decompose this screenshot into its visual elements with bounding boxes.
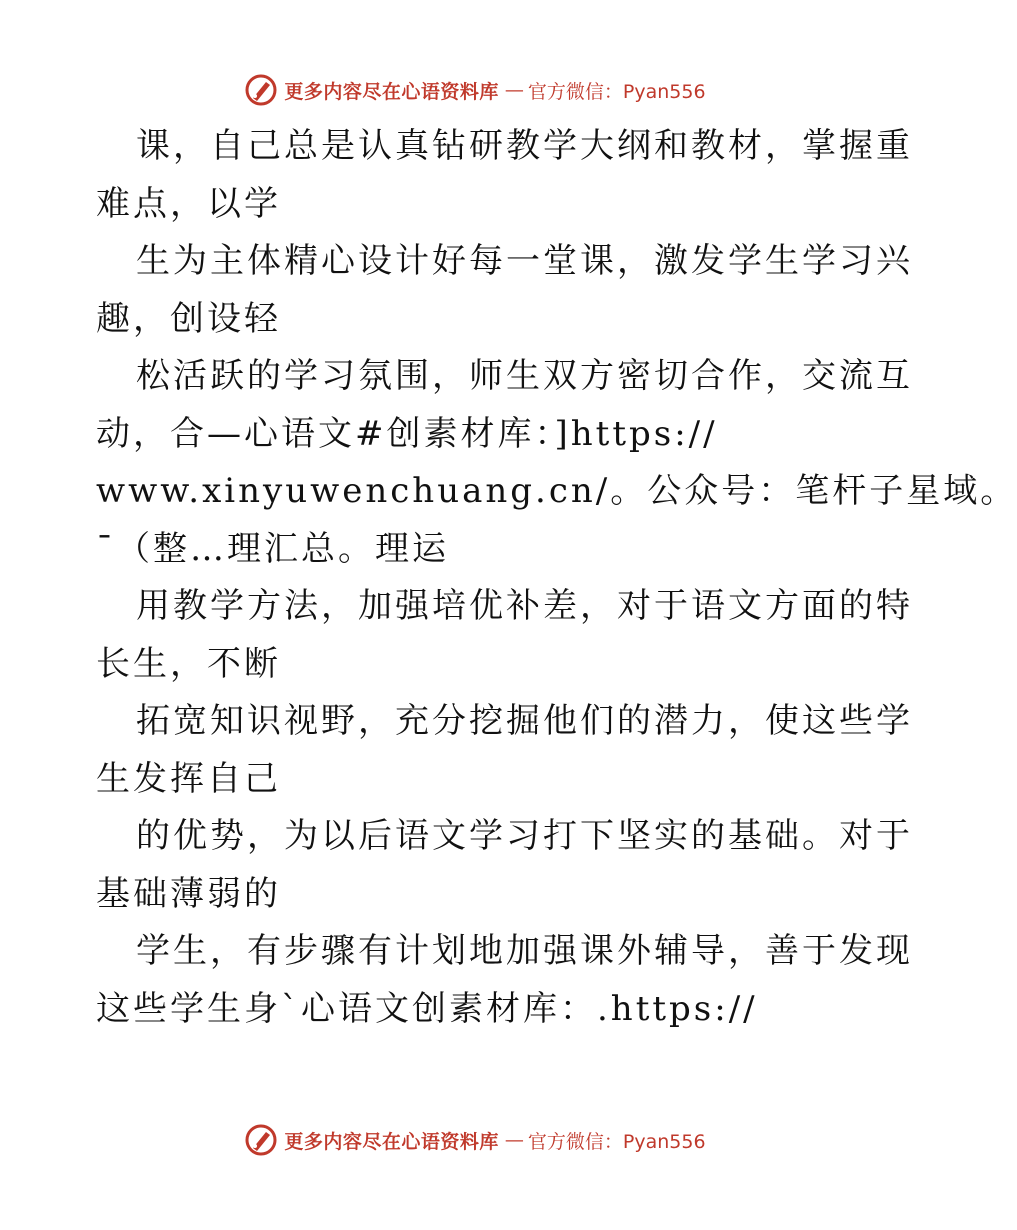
- body-line: 基础薄弱的: [96, 873, 281, 914]
- pen-logo-icon: [244, 73, 278, 107]
- body-line: 趣，创设轻: [96, 298, 281, 339]
- banner-site-name: 更多内容尽在心语资料库: [284, 80, 499, 103]
- body-line: 生为主体精心设计好每一堂课，激发学生学习兴: [136, 241, 913, 281]
- banner-dash: —: [504, 1129, 522, 1151]
- banner-site-name: 更多内容尽在心语资料库: [284, 1130, 499, 1153]
- body-line: 这些学生身`心语文创素材库：.https://: [96, 988, 758, 1029]
- body-line: ¯（整…理汇总。理运: [96, 528, 449, 569]
- document-body: [96, 118, 1017, 1038]
- body-line: 的优势，为以后语文学习打下坚实的基础。对于: [136, 816, 913, 856]
- body-line: 生发挥自己: [96, 758, 281, 799]
- banner-dash: —: [504, 79, 522, 101]
- body-line: 难点，以学: [96, 183, 281, 224]
- body-line: 动，合—心语文#创素材库：]https://: [96, 413, 718, 454]
- header-banner: [0, 70, 950, 110]
- pen-logo-icon: [244, 1123, 278, 1157]
- body-line: 长生，不断: [96, 643, 281, 684]
- body-line: www.xinyuwenchuang.cn/。公众号：笔杆子星域。: [96, 471, 1017, 511]
- body-line: 拓宽知识视野，充分挖掘他们的潜力，使这些学: [136, 701, 913, 741]
- banner-wechat: 官方微信：Pyan556: [527, 1130, 706, 1153]
- body-line: 学生，有步骤有计划地加强课外辅导，善于发现: [136, 931, 913, 971]
- body-line: 用教学方法，加强培优补差，对于语文方面的特: [136, 586, 913, 626]
- body-line: 课，自己总是认真钻研教学大纲和教材，掌握重: [136, 126, 913, 166]
- footer-banner: [0, 1120, 950, 1160]
- banner-wechat: 官方微信：Pyan556: [527, 80, 706, 103]
- body-line: 松活跃的学习氛围，师生双方密切合作，交流互: [136, 356, 913, 396]
